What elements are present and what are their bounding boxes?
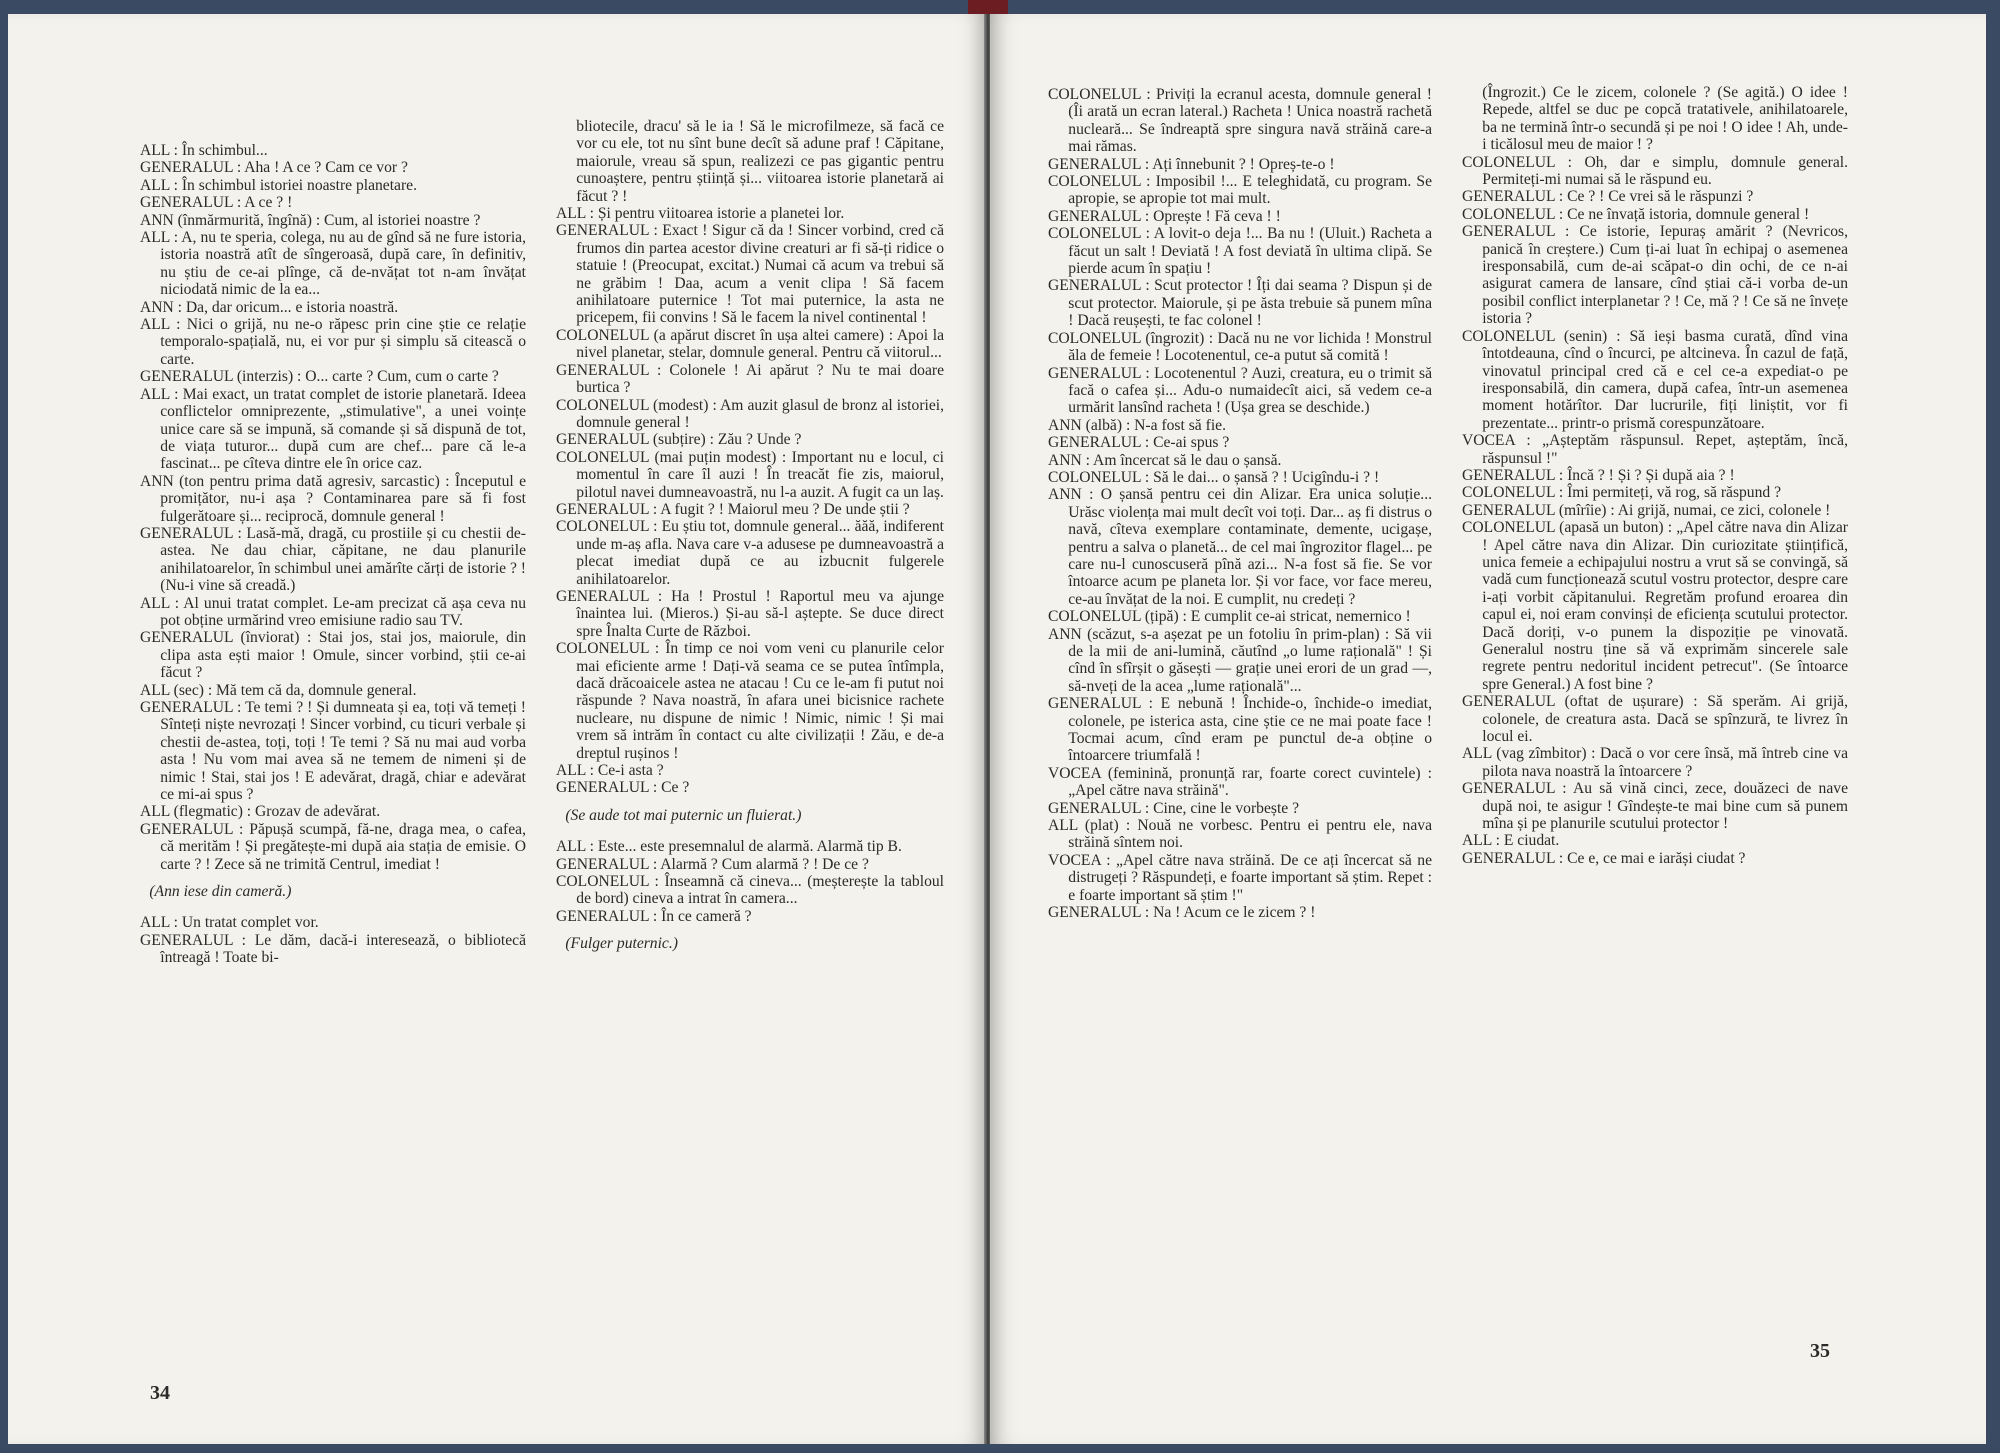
dialogue-line: ANN : Da, dar oricum... e istoria noastră. [140, 298, 399, 316]
dialogue-line: GENERALUL : Ha ! Prostul ! Raportul meu va ajunge înaintea lui. (Mieros.) Și-au să-l aștepte. Se duce direct spre Înalta Curte de Război. [556, 587, 944, 640]
dialogue-line: ALL : Este... este presemnalul de alarmă. Alarmă tip B. [556, 838, 902, 856]
dialogue-line: GENERALUL : Na ! Acum ce le zicem ? ! [1048, 904, 1316, 922]
dialogue-line: GENERALUL : A ce ? ! [140, 194, 293, 212]
dialogue-line: GENERALUL (oftat de ușurare) : Să sperăm. Ai grijă, colonele, de creatura asta. Dacă se spînzură, te livrez în locul ei. [1462, 693, 1848, 746]
dialogue-line: ALL : Mai exact, un tratat complet de istorie planetară. Ideea conflictelor omniprezente, „stimulative", a unei voințe unice care să se impună, să comande și să dispună de tot, de viața tuturor... după cum are chef... pare că le-a fascinat... pe cîteva dintre ele în orice caz. [140, 385, 526, 473]
dialogue-line: COLONELUL : Imposibil !... E teleghidată, cu program. Se apropie, se apropie tot mai mult. [1048, 173, 1432, 208]
stage-direction: (Fulger puternic.) [565, 935, 678, 953]
right-page-column-2 [1462, 84, 1848, 867]
dialogue-line: VOCEA : „Apel către nava străină. De ce ați încercat să ne distrugeți ? Răspundeți, e foarte important să știm. Repet : e foarte important să știm !" [1048, 851, 1432, 904]
dialogue-line: GENERALUL : Au să vină cinci, zece, douăzeci de nave după noi, te asigur ! Gîndește-te mai bine cum să punem mîna și pe planurile scutului protector ! [1462, 780, 1848, 833]
dialogue-line: ALL : A, nu te speria, colega, nu au de gînd să ne fure istoria, istoria noastră atît de sîngeroasă, după care, în definitiv, nu știu de ce-ai plînge, că de-nvățat tot n-am învățat niciodată nimic de la ea... [140, 229, 526, 299]
dialogue-line: COLONELUL : A lovit-o deja !... Ba nu ! (Uluit.) Racheta a făcut un salt ! Deviată ! A fost deviată în ultima clipă. Se pierde acum în spațiu ! [1048, 225, 1432, 278]
dialogue-line: ALL : Ce-i asta ? [556, 762, 664, 780]
dialogue-line: GENERALUL : Ce istorie, Iepuraș amărit ? (Nevricos, panică în creștere.) Cum ți-ai luat în echipaj o asemenea iresponsabilă, cum de-ai scăpat-o din ochi, de ce n-ai asigurat camera de lansare, cînd știai că-i vorba de-un posibil conflict interplanetar ? ! Ce, mă ? ! Ce să ne învețe istoria ? [1462, 223, 1848, 328]
dialogue-line: GENERALUL : Scut protector ! Îți dai seama ? Dispun și de scut protector. Maiorule, și pe ăsta trebuie să punem mîna ! Dacă reușești, te fac colonel ! [1048, 277, 1432, 330]
dialogue-line: COLONELUL (îngrozit) : Dacă nu ne vor lichida ! Monstrul ăla de femeie ! Locotenentul, ce-a putut să comită ! [1048, 329, 1432, 365]
dialogue-line: GENERALUL : Încă ? ! Și ? Și după aia ? ! [1462, 466, 1735, 484]
dialogue-line: GENERALUL : A fugit ? ! Maiorul meu ? De unde știi ? [556, 500, 910, 518]
dialogue-line: GENERALUL : Alarmă ? Cum alarmă ? ! De ce ? [556, 855, 869, 873]
dialogue-line: ALL (sec) : Mă tem că da, domnule general. [140, 681, 417, 699]
dialogue-line: GENERALUL : Ce-ai spus ? [1048, 434, 1230, 452]
dialogue-line: ANN : O șansă pentru cei din Alizar. Era unica soluție... Urăsc violența mai mult decît voi toți. Dar... aș fi distrus o navă, cîteva exemplare contaminate, demente, ucigașe, pentru a salva o planetă... de cel mai îngrozitor flagel... pe care nu-l cunoscuseră pînă azi... N-a fost să fie. Se vor întoarce acum pe planeta lor. Și vor face, vor face mereu, ce-au învățat de la noi. E cumplit, nu credeți ? [1048, 486, 1432, 608]
dialogue-line: COLONELUL : Eu știu tot, domnule general... ăăă, indiferent unde m-aș afla. Nava care v-a adusese pe dumneavoastră a plecat imediat după ce au izbucnit fulgerele anihilatoarelor. [556, 518, 944, 588]
dialogue-line: GENERALUL : Ce ? ! Ce vrei să le răspunzi ? [1462, 188, 1754, 206]
dialogue-line: COLONELUL : Îmi permiteți, vă rog, să răspund ? [1462, 484, 1782, 502]
dialogue-line: GENERALUL : Le dăm, dacă-i interesează, o bibliotecă întreagă ! Toate bi- [140, 931, 526, 967]
dialogue-line: ANN (albă) : N-a fost să fie. [1048, 416, 1226, 434]
dialogue-line: COLONELUL (țipă) : E cumplit ce-ai stricat, nemernico ! [1048, 608, 1411, 626]
dialogue-line: ANN (scăzut, s-a așezat pe un fotoliu în prim-plan) : Să vii de la mii de ani-lumină, căutînd „o lume rațională" ! Și cînd în sfîrșit o găsești — grație unei erori de un grad —, să-nveți de la acea „lume rațională"... [1048, 625, 1432, 695]
dialogue-line: GENERALUL : Te temi ? ! Și dumneata și ea, toți vă temeți ! Sînteți niște nevrozați ! Sincer vorbind, cu ticuri verbale și chestii de-astea, toți, toți ! Te temi ? Să nu mai aud vorba asta ! Nu vom mai avea să ne temem de nimeni și de nimic ! Stai, stai jos ! E adevărat, dragă, chiar e adevărat ce mi-ai spus ? [140, 699, 526, 804]
dialogue-line: COLONELUL (mai puțin modest) : Important nu e locul, ci momentul în care îl auzi ! În treacăt fie zis, maiorul, pilotul navei dumneavoastră, nu l-a auzit. A fugit ca un laș. [556, 448, 944, 501]
dialogue-line: COLONELUL (modest) : Am auzit glasul de bronz al istoriei, domnule general ! [556, 396, 944, 431]
dialogue-line: ALL : În schimbul istoriei noastre planetare. [140, 176, 417, 194]
dialogue-line: ALL : Un tratat complet vor. [140, 914, 319, 932]
dialogue-line: GENERALUL : Aha ! A ce ? Cam ce vor ? [140, 159, 408, 177]
dialogue-line: ALL : Al unui tratat complet. Le-am precizat că așa ceva nu pot obține urmărind vreo emisiune radio sau TV. [140, 594, 526, 629]
right-page-column-1 [1048, 86, 1432, 922]
stage-direction: (Se aude tot mai puternic un fluierat.) [565, 806, 802, 824]
dialogue-line: COLONELUL : În timp ce noi vom veni cu planurile celor mai eficiente arme ! Dați-vă seama ce se putea întîmpla, dacă drăcoaicele astea ne atacau ! Cu ce le-am fi putut noi răspunde ? Nava noastră, în afara unei bicisnice rachete nucleare, nu dispune de nimic ! Nimic, nimic ! Și mai vrem să intrăm în contact cu alte civilizații ! Zău, e de-a dreptul rușinos ! [556, 640, 944, 762]
dialogue-line: GENERALUL (subțire) : Zău ? Unde ? [556, 431, 802, 449]
dialogue-line: ALL (vag zîmbitor) : Dacă o vor cere însă, mă întreb cine va pilota nava noastră la întoarcere ? [1462, 745, 1848, 780]
left-page [8, 14, 986, 1444]
dialogue-line: GENERALUL : Lasă-mă, dragă, cu prostiile și cu chestii de-astea. Ne dau chiar, căpitane, ne dau planurile anihilatoarelor, în schimbul unei amărîte cărți de istorie ? ! (Nu-i vine să creadă.) [140, 524, 526, 595]
dialogue-line: COLONELUL : Să le dai... o șansă ? ! Ucigîndu-i ? ! [1048, 468, 1380, 486]
right-page [990, 14, 1986, 1444]
dialogue-line: GENERALUL : Cine, cine le vorbește ? [1048, 799, 1300, 817]
dialogue-continuation: bliotecile, dracu' să le ia ! Să le microfilmeze, să facă ce vor cu ele, tot nu sînt bune decît să adune praf ! Căpitane, maiorule, vreau să spun, realizezi ce pas gigantic pentru cunoaștere, pentru știință și... viitoarea istorie planetară ai făcut ? ! [576, 118, 944, 205]
dialogue-line: GENERALUL (mîrîie) : Ai grijă, numai, ce zici, colonele ! [1462, 501, 1831, 519]
dialogue-line: GENERALUL : E nebună ! Închide-o, închide-o imediat, colonele, pe isterica asta, cine știe ce ne mai poate face ! Tocmai acum, cînd eram pe punctul de-a obține o întoarcere triumfală ! [1048, 695, 1432, 765]
dialogue-line: COLONELUL : Oh, dar e simplu, domnule general. Permiteți-mi numai să le răspund eu. [1462, 153, 1848, 189]
dialogue-line: VOCEA : „Așteptăm răspunsul. Repet, așteptăm, încă, răspunsul !" [1462, 432, 1848, 467]
dialogue-line: GENERALUL : În ce cameră ? [556, 907, 752, 925]
dialogue-line: COLONELUL : Ce ne învață istoria, domnule general ! [1462, 205, 1810, 223]
dialogue-continuation: (Îngrozit.) Ce le zicem, colonele ? (Se agită.) O idee ! Repede, altfel se duc pe copcă tratativele, anihilatoarele, ba ne termină într-o secundă și pe noi ! O idee ! Ah, unde-i ticălosul meu de maior ! ? [1482, 84, 1848, 154]
dialogue-line: GENERALUL : Ați înnebunit ? ! Opreș-te-o ! [1048, 155, 1335, 173]
dialogue-line: ALL (flegmatic) : Grozav de adevărat. [140, 803, 381, 821]
dialogue-line: GENERALUL : Colonele ! Ai apărut ? Nu te mai doare burtica ? [556, 361, 944, 397]
dialogue-line: ALL (plat) : Nouă ne vorbesc. Pentru ei pentru ele, nava străină sîntem noi. [1048, 817, 1432, 852]
dialogue-line: GENERALUL (înviorat) : Stai jos, stai jos, maiorule, din clipa asta ești maior ! Omule, sincer vorbind, știi ce-ai făcut ? [140, 629, 526, 682]
left-page-column-2 [556, 118, 944, 967]
dialogue-line: ANN (înmărmurită, îngînă) : Cum, al istoriei noastre ? [140, 211, 481, 229]
page-number-left: 34 [150, 1382, 170, 1404]
dialogue-line: COLONELUL (a apărut discret în ușa altei camere) : Apoi la nivel planetar, stelar, domnule general. Pentru că viitorul... [556, 326, 944, 362]
dialogue-line: ANN : Am încercat să le dau o șansă. [1048, 451, 1282, 469]
dialogue-line: GENERALUL : Ce e, ce mai e iarăși ciudat ? [1462, 849, 1746, 867]
dialogue-line: GENERALUL : Ce ? [556, 779, 690, 797]
dialogue-line: ALL : Nici o grijă, nu ne-o răpesc prin cine știe ce relație temporalo-spațială, nu, ei vor pur și simplu să citească o carte. [140, 316, 526, 368]
dialogue-line: GENERALUL : Exact ! Sigur că da ! Sincer vorbind, cred că frumos din partea acestor divine creaturi ar fi să-ți ridice o statuie ! (Preocupat, excitat.) Numai că acum va trebui să ne grăbim ! Daa, acum a venit clipa ! Să facem anihilatoare puternice ! Tot mai puternice, la asta ne pricepem, fii convins ! Să le facem la nivel continental ! [556, 222, 944, 327]
dialogue-line: ANN (ton pentru prima dată agresiv, sarcastic) : Începutul e promițător, nu-i așa ? Contaminarea pare să fi fost fulgerătoare și... reciprocă, domnule general ! [140, 472, 526, 525]
dialogue-line: GENERALUL : Locotenentul ? Auzi, creatura, eu o trimit să facă o cafea și... Adu-o numaidecît aici, să vedem ce-a urmărit lansînd racheta ! (Ușa grea se deschide.) [1048, 364, 1432, 417]
dialogue-line: ALL : În schimbul... [140, 142, 268, 159]
stage-direction: (Ann iese din cameră.) [149, 883, 292, 901]
dialogue-line: GENERALUL : Oprește ! Fă ceva ! ! [1048, 207, 1281, 225]
dialogue-line: COLONELUL (apasă un buton) : „Apel către nava din Alizar ! Apel către nava din Alizar. Din curiozitate științifică, unica femeie a echipajului nostru a vrut să se convingă, să vadă cum funcționează scutul vostru protector, despre care i-ați vorbit căpitanului. Regretăm profund eroarea din capul ei, noi eram convinși de eficiența scutului protector. Dacă doriți, v-o punem la dispoziție pe vinovată. Generalul nostru ține să vă exprimăm sincerele sale regrete pentru nedoritul incident petrecut". (Se întoarce spre General.) A fost bine ? [1462, 519, 1848, 693]
dialogue-line: GENERALUL (interzis) : O... carte ? Cum, cum o carte ? [140, 368, 499, 386]
dialogue-line: GENERALUL : Păpușă scumpă, fă-ne, draga mea, o cafea, că merităm ! Și pregătește-mi după aia stația de emisie. O carte ? ! Zece să ne trimită Centrul, imediat ! [140, 820, 526, 873]
dialogue-line: VOCEA (feminină, pronunță rar, foarte corect cuvintele) : „Apel către nava străină". [1048, 764, 1432, 800]
page-number-right: 35 [1810, 1340, 1830, 1362]
dialogue-line: COLONELUL (senin) : Să ieși basma curată, dînd vina întotdeauna, cînd o încurci, pe altcineva. În cazul de față, vinovatul principal cred că e cel ce-a expediat-o pe iresponsabilă, din camera, după cafea, într-un asemenea moment hotărîtor. Dar lucrurile, fiți liniștit, vor fi prezentate... printr-o prismă corespunzătoare. [1462, 327, 1848, 432]
left-page-column-1 [140, 142, 526, 967]
dialogue-line: ALL : Și pentru viitoarea istorie a planetei lor. [556, 205, 845, 223]
dialogue-line: ALL : E ciudat. [1462, 832, 1560, 850]
dialogue-line: COLONELUL : Priviți la ecranul acesta, domnule general ! (Îi arată un ecran lateral.) Racheta ! Unica noastră rachetă nucleară... Se îndreaptă spre singura navă străină care-a mai rămas. [1048, 86, 1432, 156]
dialogue-line: COLONELUL : Înseamnă că cineva... (meșterește la tabloul de bord) cineva a intrat în camera... [556, 873, 944, 908]
